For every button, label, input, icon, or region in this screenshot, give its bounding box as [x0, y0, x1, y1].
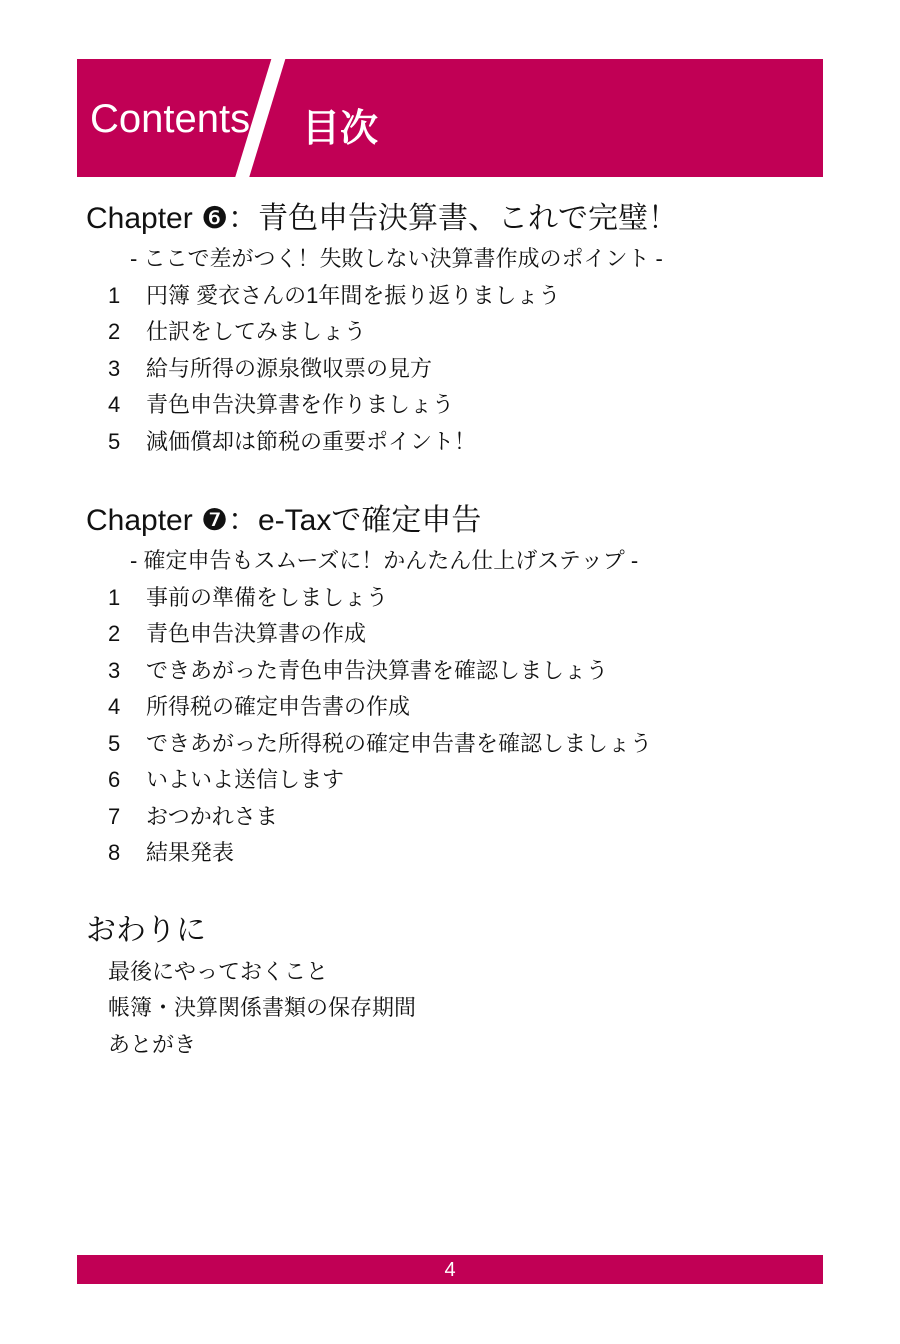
item-label: いよいよ送信します [146, 767, 345, 792]
toc-item[interactable] [108, 690, 410, 721]
page-number: 4 [444, 1259, 456, 1281]
item-label: 減価償却は節税の重要ポイント！ [146, 429, 477, 454]
item-number: 3 [108, 658, 121, 683]
item-label: できあがった所得税の確定申告書を確認しましょう [146, 731, 653, 756]
item-label: 青色申告決算書の作成 [146, 621, 367, 646]
toc-item[interactable] [108, 654, 608, 685]
chapter-6-subtitle: - ここで差がつく！失敗しない決算書作成のポイント - [130, 246, 663, 271]
toc-item[interactable] [108, 388, 454, 419]
header-title-en: Contents [90, 97, 251, 141]
header-title-ja: 目次 [302, 108, 379, 150]
item-label: 給与所得の源泉徴収票の見方 [146, 356, 433, 381]
toc-item[interactable] [108, 617, 366, 648]
item-number: 4 [108, 392, 121, 417]
item-label: 仕訳をしてみましょう [146, 319, 367, 344]
ending-item[interactable]: あとがき [108, 1032, 197, 1057]
toc-item[interactable] [108, 836, 234, 867]
ending-item[interactable]: 帳簿・決算関係書類の保存期間 [108, 995, 417, 1020]
item-label: 円簿 愛衣さんの1年間を振り返りましょう [146, 283, 561, 308]
item-number: 7 [108, 804, 121, 829]
item-number: 5 [108, 429, 121, 454]
toc-item[interactable] [108, 352, 432, 383]
item-number: 2 [108, 621, 121, 646]
item-number: 4 [108, 694, 121, 719]
contents-header [77, 59, 823, 177]
page-footer [77, 1255, 823, 1284]
ending-heading[interactable]: おわりに [86, 914, 206, 947]
toc-item[interactable] [108, 581, 388, 612]
chapter-6-heading[interactable]: Chapter ❻：青色申告決算書、これで完璧！ [86, 202, 678, 235]
toc-item[interactable] [108, 763, 344, 794]
toc-item[interactable] [108, 315, 366, 346]
item-number: 1 [108, 585, 121, 610]
chapter-7-subtitle: - 確定申告もスムーズに！かんたん仕上げステップ - [130, 548, 639, 573]
toc-item[interactable] [108, 425, 476, 456]
toc-item[interactable] [108, 279, 560, 310]
item-number: 5 [108, 731, 121, 756]
item-label: 結果発表 [146, 840, 235, 865]
item-number: 6 [108, 767, 121, 792]
toc-item[interactable] [108, 800, 278, 831]
item-label: 青色申告決算書を作りましょう [146, 392, 455, 417]
item-label: できあがった青色申告決算書を確認しましょう [146, 658, 609, 683]
item-label: 所得税の確定申告書の作成 [146, 694, 411, 719]
item-label: おつかれさま [146, 804, 278, 829]
toc-item[interactable] [108, 727, 652, 758]
item-number: 1 [108, 283, 121, 308]
item-number: 3 [108, 356, 121, 381]
item-number: 8 [108, 840, 121, 865]
item-label: 事前の準備をしましょう [146, 585, 389, 610]
chapter-7-heading[interactable]: Chapter ❼：e-Taxで確定申告 [86, 504, 482, 537]
item-number: 2 [108, 319, 121, 344]
ending-item[interactable]: 最後にやっておくこと [108, 959, 329, 984]
